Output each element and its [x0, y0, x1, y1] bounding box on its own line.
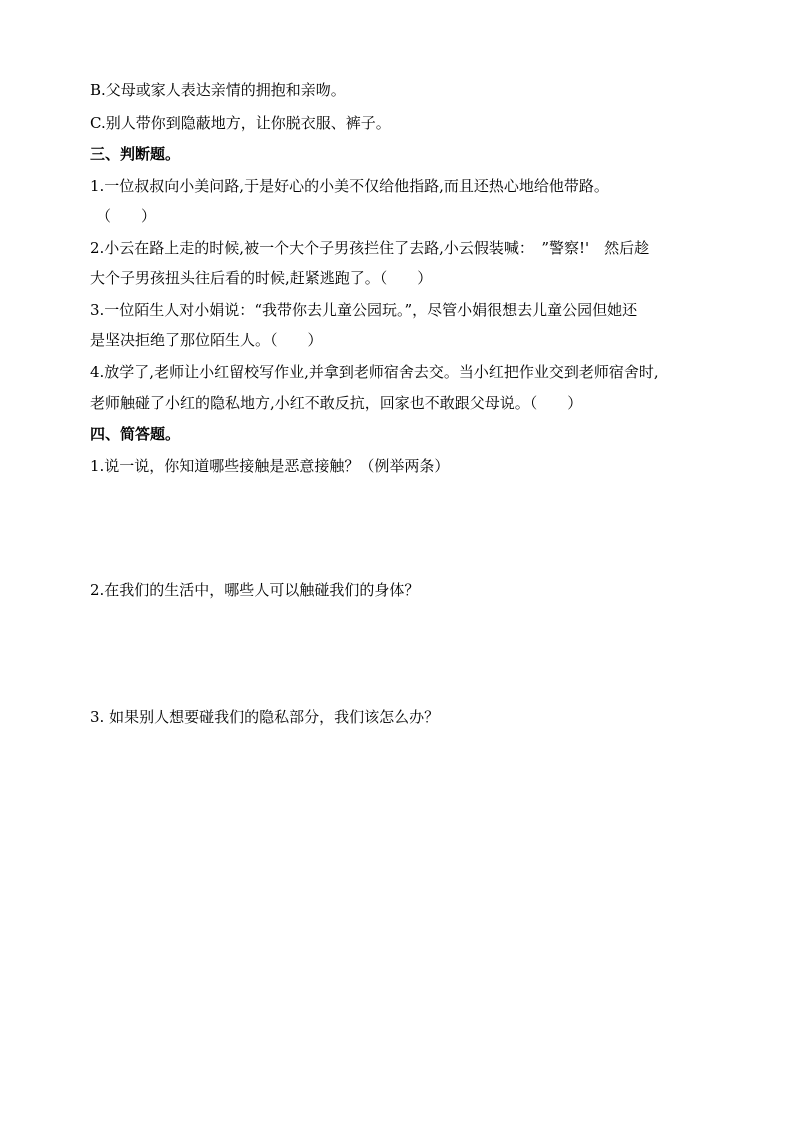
- question-3-3-text: 3.一位陌生人对小娟说：“我带你去儿童公园玩。”，尽管小娟很想去儿童公园但她还: [90, 301, 638, 319]
- question-3-2-text: 2.小云在路上走的时候,被一个大个子男孩拦住了去路,小云假装喊： ”警察!' 然后趁: [90, 239, 650, 257]
- question-3-3-text-cont: 是坚决拒绝了那位陌生人。（ ）: [90, 331, 323, 349]
- question-4-3-text: 3. 如果别人想要碰我们的隐私部分，我们该怎么办？: [90, 708, 440, 726]
- question-3-4-text: 4.放学了,老师让小红留校写作业,并拿到老师宿舍去交。当小红把作业交到老师宿舍时,: [90, 363, 659, 381]
- question-3-2-text-cont: 大个子男孩扭头往后看的时候,赶紧逃跑了。（ ）: [90, 269, 433, 287]
- section-3-heading: 三、判断题。: [90, 145, 181, 163]
- question-3-1-answer-blank: （ ）: [96, 207, 157, 225]
- question-3-1-text: 1.一位叔叔向小美问路,于是好心的小美不仅给他指路,而且还热心地给他带路。: [90, 177, 609, 195]
- option-c: C.别人带你到隐蔽地方，让你脱衣服、裤子。: [90, 114, 391, 132]
- question-4-2-text: 2.在我们的生活中，哪些人可以触碰我们的身体？: [90, 581, 420, 599]
- section-4-heading: 四、简答题。: [90, 425, 181, 443]
- question-4-1-text: 1.说一说，你知道哪些接触是恶意接触？（例举两条）: [90, 457, 450, 475]
- question-3-4-text-cont: 老师触碰了小红的隐私地方,小红不敢反抗，回家也不敢跟父母说。（ ）: [90, 394, 583, 412]
- option-b: B.父母或家人表达亲情的拥抱和亲吻。: [90, 81, 346, 99]
